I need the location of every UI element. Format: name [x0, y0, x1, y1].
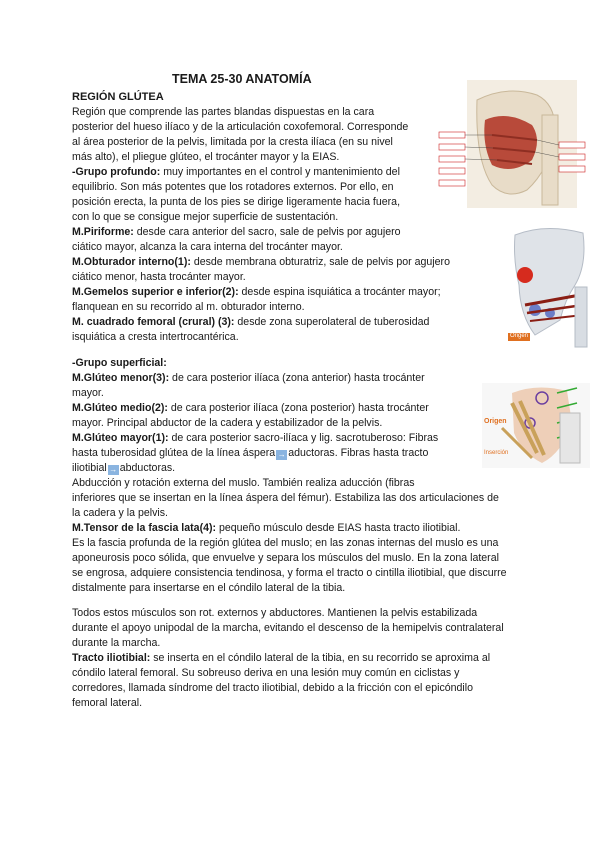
summary-line: Todos estos músculos son rot. externos y abductores. Mantienen la pelvis estabilizada: [72, 607, 478, 619]
abduccion-line: la cadera y la pelvis.: [72, 507, 168, 519]
gluteo-menor-cont: mayor.: [72, 387, 104, 399]
gemelos-entry: M.Gemelos superior e inferior(2): desde espina isquiática a trocánter mayor;: [72, 286, 441, 298]
insertion-label: Inserción: [484, 450, 509, 456]
superficial-group-heading: -Grupo superficial:: [72, 357, 167, 369]
gluteal-muscles-figure: [437, 80, 587, 208]
origin-label: Origen: [510, 333, 529, 339]
tensor-entry: M.Tensor de la fascia lata(4): pequeño músculo desde EIAS hasta tracto iliotibial.: [72, 522, 461, 534]
deep-group-heading: -Grupo profundo:: [72, 166, 161, 178]
tracto-entry: Tracto iliotibial: se inserta en el cóndilo lateral de la tibia, en su recorrido se aproxima al: [72, 652, 491, 664]
obturador-cont: ciático menor, hasta trocánter mayor.: [72, 271, 246, 283]
superficial-gluteal-figure: [482, 383, 590, 468]
arrow-right-icon: →: [277, 450, 286, 459]
summary-line: durante la marcha.: [72, 637, 161, 649]
page-title: TEMA 25-30 ANATOMÍA: [172, 72, 312, 86]
summary-line: durante el apoyo unipodal de la marcha, evitando el descenso de la hemipelvis contralateral: [72, 622, 504, 634]
gluteo-medio-cont: mayor. Principal abductor de la cadera y estabilizador de la pelvis.: [72, 417, 383, 429]
gluteo-medio-entry: M.Glúteo medio(2): de cara posterior ilíaca (zona posterior) hasta trocánter: [72, 402, 429, 414]
piriforme-cont: ciático mayor, alcanza la cara interna del trocánter mayor.: [72, 241, 343, 253]
piriforme-entry: M.Piriforme: desde cara anterior del sacro, sale de pelvis por agujero: [72, 226, 401, 238]
fascia-line: se engrosa, adquiere consistencia tendinosa, y forma el tracto o cintilla iliotibial, que discurre: [72, 567, 507, 579]
abduccion-line: inferiores que se insertan en la línea áspera del fémur). Estabiliza las dos articulaciones de: [72, 492, 499, 504]
cuadrado-entry: M. cuadrado femoral (crural) (3): desde zona superolateral de tuberosidad: [72, 316, 430, 328]
tracto-line: corredores, llamada síndrome del tracto iliotibial, debido a la fricción con el epicóndilo: [72, 682, 474, 694]
deep-group-line: -Grupo profundo: muy importantes en el control y mantenimiento del: [72, 166, 400, 178]
gluteo-menor-entry: M.Glúteo menor(3): de cara posterior ilíaca (zona anterior) hasta trocánter: [72, 372, 425, 384]
intro-line: más alto), el pliegue glúteo, el trocánter mayor y la EIAS.: [72, 151, 340, 163]
arrow-right-icon: →: [109, 465, 118, 474]
section-heading: REGIÓN GLÚTEA: [72, 91, 164, 103]
gluteo-mayor-cont: iliotibial → abductoras.: [72, 462, 176, 474]
gluteo-mayor-cont: hasta tuberosidad glútea de la línea áspera → aductoras. Fibras hasta tracto: [72, 447, 429, 459]
deep-group-line: posición erecta, la punta de los pies se dirige ligeramente hacia fuera,: [72, 196, 401, 208]
intro-line: Región que comprende las partes blandas dispuestas en la cara: [72, 106, 375, 118]
fascia-line: distalmente para insertarse en el cóndilo lateral de la tibia.: [72, 582, 346, 594]
gemelos-cont: flanquean en su recorrido al m. obturador interno.: [72, 301, 305, 313]
intro-line: posterior del hueso ilíaco y de la articulación coxofemoral. Corresponde: [72, 121, 409, 133]
tracto-line: cóndilo lateral femoral. Su sobreuso deriva en una lesión muy común en ciclistas y: [72, 667, 460, 679]
gluteo-mayor-entry: M.Glúteo mayor(1): de cara posterior sacro-ilíaca y lig. sacrotuberoso: Fibras: [72, 432, 439, 444]
obturador-entry: M.Obturador interno(1): desde membrana obturatriz, sale de pelvis por agujero: [72, 256, 450, 268]
deep-group-line: con lo que se consigue mejor superficie de sustentación.: [72, 211, 339, 223]
deep-rotators-figure: [505, 225, 590, 350]
intro-line: al área posterior de la pelvis, limitada por la cresta ilíaca (en su nivel: [72, 136, 393, 148]
origin-label: Origen: [484, 418, 507, 425]
fascia-line: aponeurosis poco sólida, que envuelve y separa los músculos del muslo. En la zona lateral: [72, 552, 499, 564]
deep-group-line: equilibrio. Son más potentes que los rotadores externos. Por ello, en: [72, 181, 394, 193]
tracto-line: femoral lateral.: [72, 697, 143, 709]
abduccion-line: Abducción y rotación externa del muslo. También realiza aducción (fibras: [72, 477, 415, 489]
fascia-line: Es la fascia profunda de la región glútea del muslo; en las zonas internas del muslo es una: [72, 537, 499, 549]
cuadrado-cont: isquiática a cresta intertrocantérica.: [72, 331, 239, 343]
